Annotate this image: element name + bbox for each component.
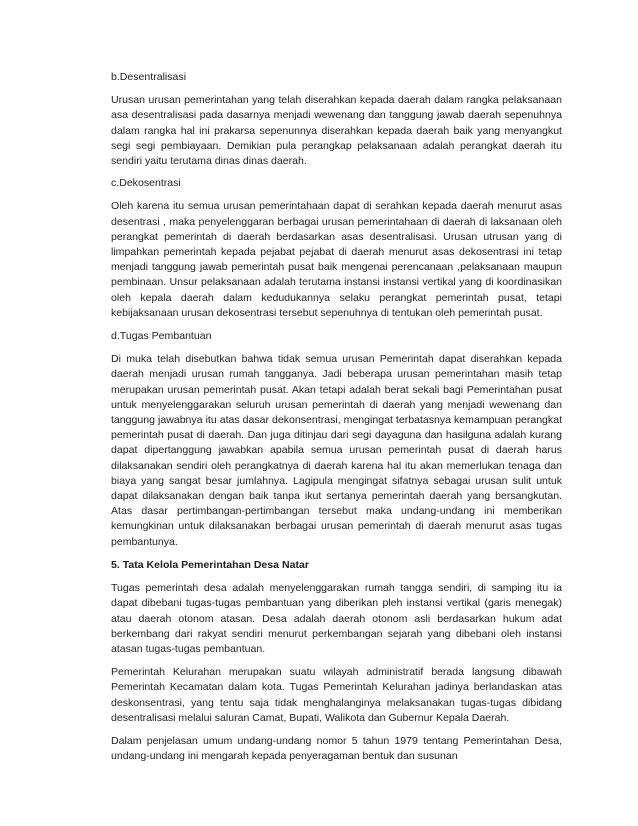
section-heading: d.Tugas Pembantuan xyxy=(111,330,212,343)
section-paragraph: Urusan urusan pemerintahan yang telah diserahkan kepada daerah dalam rangka pelaksanaan asa desentralisasi pada dasarnya menjadi wewenang dan tanggung jawab daerah sepenuhnya dalam rangka hal ini prakarsa sepenunnya diserahkan kepada daerah baik yang menyangkut segi segi pembiayaan. Demikian pula perangkap pelaksanaan adalah perangkat daerah itu sendiri yaitu terutama dinas dinas daerah. xyxy=(111,94,562,168)
document-page xyxy=(111,70,562,772)
section-heading: 5. Tata Kelola Pemerintahan Desa Natar xyxy=(111,558,309,571)
section-heading: c.Dekosentrasi xyxy=(111,177,181,190)
section-paragraph: Oleh karena itu semua urusan pemerintahaan dapat di serahkan kepada daerah menurut asas desentrasi , maka penyelenggaran berbagai urusan pemerintahaan di daerah di laksanaan oleh perangkat pemerintah di daerah berdasarkan asas desentralisasi. Urusan utrusan yang di limpahkan pemerintah kepada pejabat pejabat di daerah menurut asas dekosentrasi ini tetap menjadi tanggung jawab pemerintah pusat baik mengenai perencanaan ,pelaksanaan maupun pembinaan. Unsur pelaksanaan adalah terutama instansi instansi vertikal yang di koordinasikan oleh kepala daerah dalam kedudukannya selaku perangkat pemerintah pusat, tetapi kebijaksanaan urusan dekosentrasi tersebut sepenuhnya di tentukan oleh pemerintah pusat. xyxy=(111,200,562,319)
section-tugas-pembantuan xyxy=(111,329,562,550)
section-paragraph: Pemerintah Kelurahan merupakan suatu wilayah administratif berada langsung dibawah Pemerintah Kecamatan dalam kota. Tugas Pemerintah Kelurahan jadinya berlandaskan atas deskonsentrasi, yang tentu saja tidak menghalanginya melaksanakan tugas-tugas dibidang desentralisasi melalui saluran Camat, Bupati, Walikota dan Gubernur Kepala Daerah. xyxy=(111,666,562,724)
section-paragraph: Di muka telah disebutkan bahwa tidak semua urusan Pemerintah dapat diserahkan kepada daerah menjadi urusan rumah tangganya. Jadi beberapa urusan pemerintahan masih tetap merupakan urusan pemerintah pusat. Akan tetapi adalah berat sekali bagi Pemerintahan pusat untuk menyelenggarakan seluruh urusan pemerintah di daerah yang menjadi wewenang dan tanggung jawabnya itu atas dasar dekonsentrasi, mengingat terbatasnya kemampuan perangkat pemerintah pusat di daerah. Dan juga ditinjau dari segi dayaguna dan hasilguna adalah kurang dapat dipertanggung jawabkan apabila semua urusan pemerintah pusat di daerah harus dilaksanakan sendiri oleh perangkatnya di daerah karena hal itu akan memerlukan tenaga dan biaya yang sangat besar jumlahnya. Lagipula mengingat sifatnya sebagai urusan sulit untuk dapat dilaksanakan dengan baik tanpa ikut sertanya pemerintah daerah yang bersangkutan. Atas dasar pertimbangan-pertimbangan tersebut maka undang-undang ini memberikan kemungkinan untuk dilaksanakan berbagai urusan pemerintah di daerah menurut asas tugas pembantunya. xyxy=(111,353,562,548)
section-tata-kelola xyxy=(111,558,562,764)
section-desentralisasi xyxy=(111,70,562,169)
section-paragraph: Dalam penjelasan umum undang-undang nomor 5 tahun 1979 tentang Pemerintahan Desa, undang-undang ini mengarah kepada penyeragaman bentuk dan susunan xyxy=(111,734,562,763)
section-paragraph: Tugas pemerintah desa adalah menyelenggarakan rumah tangga sendiri, di samping itu ia dapat dibebani tugas-tugas pembantuan yang diberikan pleh instansi vertikal (garis menegak) atau daerah otonom atasan. Desa adalah daerah otonom asli berdasarkan hukum adat berkembang dari rakyat sendiri menurut perkembangan sejarah yang dibebani oleh instansi atasan tugas-tugas pembantuan. xyxy=(111,582,562,655)
section-heading: b.Desentralisasi xyxy=(111,71,187,83)
section-dekosentrasi xyxy=(111,176,562,321)
